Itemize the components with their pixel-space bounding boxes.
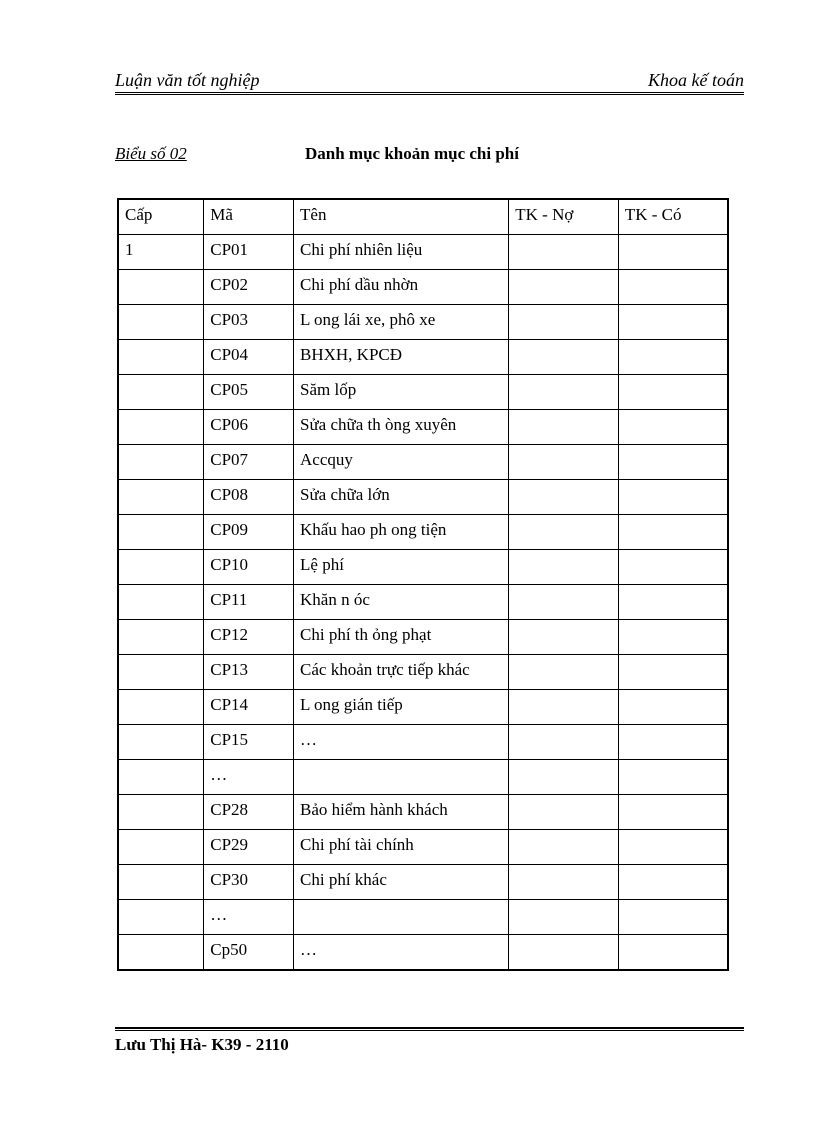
cell-name: Chi phí dầu nhờn — [294, 270, 509, 305]
table-row — [118, 725, 728, 760]
table-row — [118, 900, 728, 935]
cell-debit-account — [509, 760, 619, 795]
cell-code: CP15 — [204, 725, 294, 760]
cell-name: Khấu hao ph ong tiện — [294, 515, 509, 550]
cell-level — [118, 935, 204, 971]
cell-debit-account — [509, 725, 619, 760]
cell-name: Chi phí khác — [294, 865, 509, 900]
cell-name: L ong lái xe, phô xe — [294, 305, 509, 340]
cell-code: … — [204, 900, 294, 935]
cell-name: Các khoản trực tiếp khác — [294, 655, 509, 690]
cell-code: CP06 — [204, 410, 294, 445]
cell-credit-account — [618, 515, 728, 550]
cell-name: Săm lốp — [294, 375, 509, 410]
cell-name: … — [294, 725, 509, 760]
cell-name: Sửa chữa lớn — [294, 480, 509, 515]
table-row — [118, 270, 728, 305]
cell-name — [294, 900, 509, 935]
cell-code: CP04 — [204, 340, 294, 375]
cell-code: CP01 — [204, 235, 294, 270]
cell-code: CP13 — [204, 655, 294, 690]
table-header-row — [118, 199, 728, 235]
page-header — [115, 70, 744, 92]
cell-credit-account — [618, 270, 728, 305]
cell-debit-account — [509, 865, 619, 900]
cell-name: BHXH, KPCĐ — [294, 340, 509, 375]
cell-level — [118, 830, 204, 865]
cell-code: CP08 — [204, 480, 294, 515]
cell-credit-account — [618, 585, 728, 620]
table-row — [118, 515, 728, 550]
cell-debit-account — [509, 305, 619, 340]
cell-name: Bảo hiểm hành khách — [294, 795, 509, 830]
cost-category-table — [117, 198, 729, 971]
cell-name: Chi phí nhiên liệu — [294, 235, 509, 270]
cell-code: CP11 — [204, 585, 294, 620]
cell-debit-account — [509, 515, 619, 550]
cell-name: Sửa chữa th òng xuyên — [294, 410, 509, 445]
table-row — [118, 340, 728, 375]
cell-code: … — [204, 760, 294, 795]
page-title: Danh mục khoản mục chi phí — [305, 144, 519, 163]
table-row — [118, 550, 728, 585]
table-row — [118, 830, 728, 865]
cell-credit-account — [618, 935, 728, 971]
cell-code: CP12 — [204, 620, 294, 655]
cell-name: Khăn n óc — [294, 585, 509, 620]
cell-credit-account — [618, 375, 728, 410]
footer-author: Lưu Thị Hà- K39 - 2110 — [115, 1035, 289, 1054]
header-code: Mã — [204, 199, 294, 235]
table-row — [118, 375, 728, 410]
cell-code: CP14 — [204, 690, 294, 725]
cell-level: 1 — [118, 235, 204, 270]
cell-level — [118, 305, 204, 340]
cell-level — [118, 515, 204, 550]
cell-level — [118, 725, 204, 760]
cell-code: CP07 — [204, 445, 294, 480]
cell-credit-account — [618, 900, 728, 935]
cell-name: … — [294, 935, 509, 971]
table-row — [118, 445, 728, 480]
cell-level — [118, 550, 204, 585]
cell-code: CP30 — [204, 865, 294, 900]
cell-code: CP29 — [204, 830, 294, 865]
cell-level — [118, 375, 204, 410]
cell-level — [118, 410, 204, 445]
table-row — [118, 690, 728, 725]
cell-debit-account — [509, 340, 619, 375]
cell-level — [118, 585, 204, 620]
footer-rule — [115, 1027, 744, 1031]
table-caption: Biểu số 02 — [115, 144, 187, 163]
cell-level — [118, 340, 204, 375]
cell-code: CP02 — [204, 270, 294, 305]
cell-name: Lệ phí — [294, 550, 509, 585]
cell-credit-account — [618, 865, 728, 900]
header-name: Tên — [294, 199, 509, 235]
table-row — [118, 935, 728, 971]
cell-code: CP03 — [204, 305, 294, 340]
cell-level — [118, 795, 204, 830]
cell-debit-account — [509, 235, 619, 270]
cell-name: L ong gián tiếp — [294, 690, 509, 725]
cell-level — [118, 480, 204, 515]
cell-name: Chi phí tài chính — [294, 830, 509, 865]
cell-debit-account — [509, 795, 619, 830]
cell-code: CP09 — [204, 515, 294, 550]
table-row — [118, 235, 728, 270]
table-row — [118, 795, 728, 830]
cell-level — [118, 445, 204, 480]
cell-credit-account — [618, 305, 728, 340]
cell-debit-account — [509, 830, 619, 865]
cell-credit-account — [618, 340, 728, 375]
cell-name: Chi phí th ỏng phạt — [294, 620, 509, 655]
cell-code: CP05 — [204, 375, 294, 410]
header-debit-account: TK - Nợ — [509, 199, 619, 235]
cell-level — [118, 655, 204, 690]
cell-debit-account — [509, 900, 619, 935]
cell-code: Cp50 — [204, 935, 294, 971]
table-row — [118, 480, 728, 515]
cell-code: CP10 — [204, 550, 294, 585]
table-row — [118, 585, 728, 620]
cell-debit-account — [509, 690, 619, 725]
cell-debit-account — [509, 480, 619, 515]
cell-level — [118, 690, 204, 725]
table-row — [118, 865, 728, 900]
cell-credit-account — [618, 690, 728, 725]
cell-credit-account — [618, 445, 728, 480]
cell-credit-account — [618, 795, 728, 830]
table-row — [118, 620, 728, 655]
cell-level — [118, 270, 204, 305]
cell-credit-account — [618, 550, 728, 585]
cell-credit-account — [618, 830, 728, 865]
cell-credit-account — [618, 760, 728, 795]
cell-level — [118, 620, 204, 655]
table-row — [118, 305, 728, 340]
cell-name — [294, 760, 509, 795]
cell-credit-account — [618, 235, 728, 270]
cell-credit-account — [618, 725, 728, 760]
header-credit-account: TK - Có — [618, 199, 728, 235]
cell-debit-account — [509, 270, 619, 305]
cell-level — [118, 760, 204, 795]
table-body — [118, 235, 728, 971]
header-rule — [115, 92, 744, 95]
table-row — [118, 655, 728, 690]
cell-debit-account — [509, 445, 619, 480]
cell-level — [118, 900, 204, 935]
header-level: Cấp — [118, 199, 204, 235]
cell-debit-account — [509, 550, 619, 585]
cell-credit-account — [618, 620, 728, 655]
cell-level — [118, 865, 204, 900]
cell-debit-account — [509, 410, 619, 445]
header-faculty-label: Khoa kế toán — [648, 70, 744, 90]
cell-credit-account — [618, 410, 728, 445]
table-row — [118, 410, 728, 445]
header-thesis-label: Luận văn tốt nghiệp — [115, 70, 260, 90]
cell-credit-account — [618, 480, 728, 515]
cell-debit-account — [509, 585, 619, 620]
cell-debit-account — [509, 375, 619, 410]
table-row — [118, 760, 728, 795]
cell-debit-account — [509, 935, 619, 971]
cell-debit-account — [509, 620, 619, 655]
cell-name: Accquy — [294, 445, 509, 480]
cell-code: CP28 — [204, 795, 294, 830]
cell-debit-account — [509, 655, 619, 690]
cell-credit-account — [618, 655, 728, 690]
